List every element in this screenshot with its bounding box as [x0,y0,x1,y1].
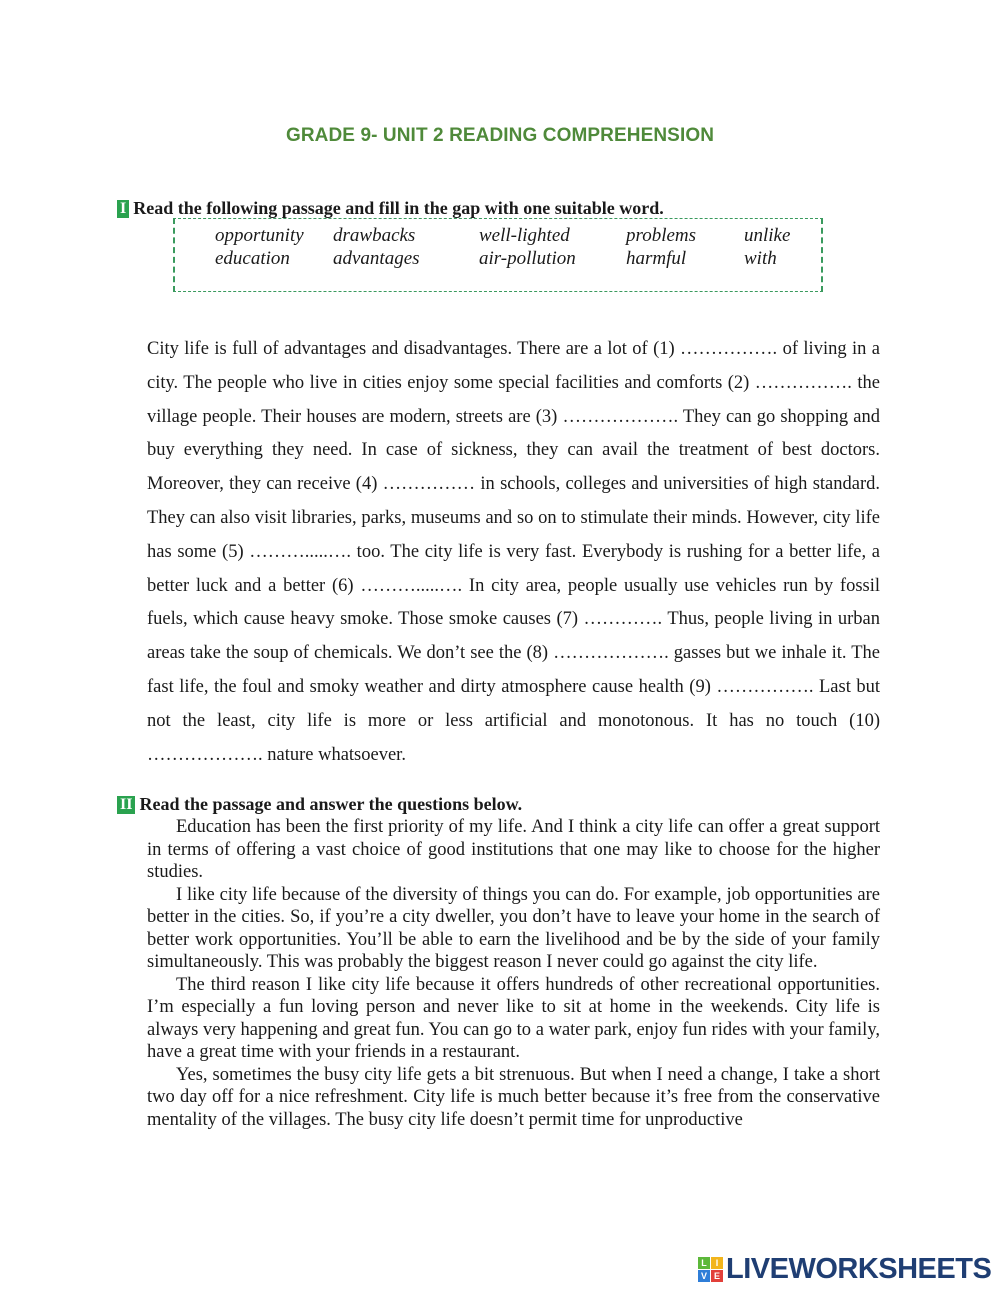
section-2-instruction: Read the passage and answer the questions below. [139,794,523,814]
word-bank-item: education [215,248,290,269]
word-bank-item: drawbacks [333,225,416,246]
word-bank-item: harmful [626,248,687,269]
logo-blocks-icon [698,1257,723,1282]
logo-block-v: V [698,1270,710,1282]
liveworksheets-logo [698,1253,991,1286]
fill-in-passage: City life is full of advantages and disadvantages. There are a lot of (1) ……………. of living in a city. The people who live in cities enjoy some special facilities and comforts (2) ……………. the village people. Their houses are modern, streets are (3) ………………. They can go shopping and buy everything they need. In case of sickness, they can avail the treatment of best doctors. Moreover, they can receive (4) …………… in schools, colleges and universities of high standard. They can also visit libraries, parks, museums and so on to stimulate their minds. However, city life has some (5) ……….....…. too. The city life is very fast. Everybody is rushing for a better life, a better luck and a better (6) ……….....…. In city area, people usually use vehicles run by fossil fuels, which cause heavy smoke. Those smoke causes (7) …………. Thus, people living in urban areas take the soup of chemicals. We don’t see the (8) ………………. gasses but we inhale it. The fast life, the foul and smoky weather and dirty atmosphere cause health (9) ……………. Last but not the least, city life is more or less artificial and monotonous. It has no touch (10) ………………. nature whatsoever. [147,339,880,765]
word-bank-item: problems [626,225,697,246]
section-1-heading [117,198,664,219]
section-1-badge: I [117,200,129,218]
page-title: GRADE 9- UNIT 2 READING COMPREHENSION [285,125,715,146]
word-bank-item: with [744,248,777,269]
logo-block-e: E [711,1270,723,1282]
logo-block-l: L [698,1257,710,1269]
passage-paragraph: The third reason I like city life because it offers hundreds of other recreational opportunities. I’m especially a fun loving person and never like to sit at home in the weekends. City life is always very happening and great fun. You can go to a water park, enjoy fun rides with your family, have a great time with your friends in a restaurant. [147,974,880,1062]
passage-paragraph: Yes, sometimes the busy city life gets a bit strenuous. But when I need a change, I take a short two day off for a nice refreshment. City life is much better because it’s free from the conservative mentality of the villages. The busy city life doesn’t permit time for unproductive [147,1064,880,1130]
reading-passage [147,816,880,1131]
word-bank-item: opportunity [215,225,304,246]
word-bank-item: unlike [744,225,791,246]
logo-text: LIVEWORKSHEETS [726,1253,992,1285]
section-2-badge: II [117,796,135,814]
passage-paragraph: I like city life because of the diversity of things you can do. For example, job opportunities are better in the cities. So, if you’re a city dweller, you don’t have to leave your home in the search of better work opportunities. You’ll be able to earn the livelihood and be by the side of your family simultaneously. This was probably the biggest reason I never could go against the city life. [147,884,880,972]
word-bank-item: air-pollution [479,248,576,269]
word-bank-box [173,218,823,292]
word-bank-item: advantages [333,248,420,269]
logo-block-i: I [711,1257,723,1269]
section-2-heading [117,794,522,815]
word-bank-item: well-lighted [479,225,570,246]
passage-paragraph: Education has been the first priority of my life. And I think a city life can offer a great support in terms of offering a vast choice of good institutions that one may like to choose for the higher studies. [147,817,880,882]
section-1-instruction: Read the following passage and fill in the gap with one suitable word. [133,198,664,218]
